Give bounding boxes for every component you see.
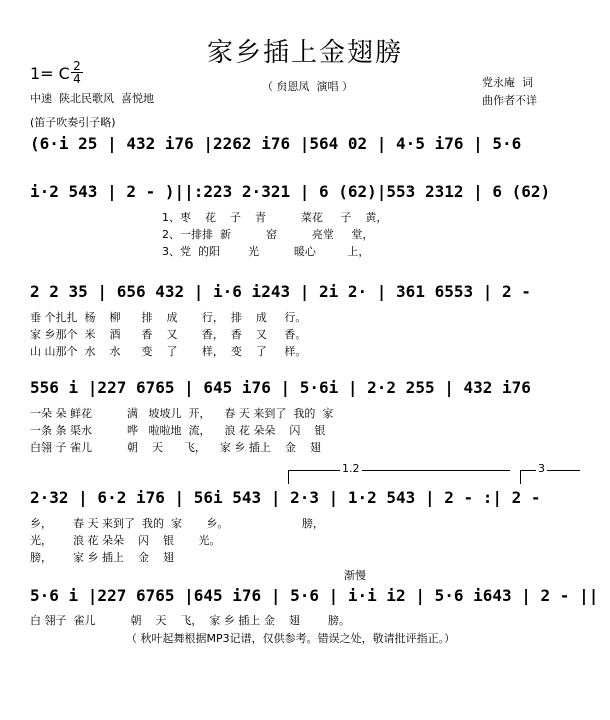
key-signature: 1= C — [30, 64, 70, 83]
notation-row-3: 2 2 35 | 656 432 | i·6 i243 | 2i 2· | 361 6553 | 2 - — [30, 282, 531, 301]
lyric-row2-verse2: 2、一排排 新 窑 亮堂 堂， — [162, 228, 374, 241]
lyric-row4-verse3: 白翎 子 雀儿 朝 天 飞， 家 乡 插上 金 翅 — [30, 441, 321, 454]
slow-marking: 渐慢 — [344, 569, 366, 582]
singer-credit: （ 贠恩凤 演唱 ） — [262, 80, 353, 93]
volta-1-start — [288, 470, 289, 484]
notation-row-4: 556 i |227 6765 | 645 i76 | 5·6i | 2·2 255 | 432 i76 — [30, 378, 531, 397]
notation-row-5: 2·32 | 6·2 i76 | 56i 543 | 2·3 | 1·2 543 | 2 - :| 2 - — [30, 488, 541, 507]
lyricist-credit: 党永庵 词 — [482, 76, 533, 89]
time-signature — [71, 60, 83, 85]
lyric-row5-verse3: 膀， 家 乡 插上 金 翅 — [30, 551, 174, 564]
volta-1-label: 1.2 — [342, 462, 360, 475]
notation-row-6: 5·6 i |227 6765 |645 i76 | 5·6 | i·i i2 | 5·6 i643 | 2 - || — [30, 586, 599, 605]
lyric-row5-verse1: 乡， 春 天 来到了 我的 家 乡。 膀， — [30, 517, 324, 530]
tempo-marking: 中速 陕北民歌风 喜悦地 — [30, 92, 154, 105]
volta-2-start — [520, 470, 521, 484]
volta-2-label: 3 — [538, 462, 545, 475]
lyric-row3-verse1: 垂 个扎扎 杨 柳 排 成 行， 排 成 行。 — [30, 311, 307, 324]
lyric-row4-verse1: 一朵 朵 鲜花 满 坡坡儿 开， 春 天 来到了 我的 家 — [30, 407, 334, 420]
intro-note: (笛子吹奏引子略) — [30, 116, 116, 129]
lyric-row4-verse2: 一条 条 渠水 哗 啦啦地 流， 浪 花 朵朵 闪 银 — [30, 424, 326, 437]
composer-credit: 曲作者不详 — [482, 94, 537, 107]
lyric-row2-verse3: 3、党 的阳 光 暖心 上， — [162, 245, 370, 258]
lyric-row6: 白 翎子 雀儿 朝 天 飞， 家 乡 插上 金 翅 膀。 — [30, 614, 350, 627]
notation-row-2: i·2 543 | 2 - )||:223 2·321 | 6 (62)|553 2312 | 6 (62) — [30, 182, 551, 201]
lyric-row5-verse2: 光， 浪 花 朵朵 闪 银 光。 — [30, 534, 221, 547]
volta-1-bracket — [288, 470, 510, 471]
notation-row-1: (6·i 25 | 432 i76 |2262 i76 |564 02 | 4·5 i76 | 5·6 — [30, 134, 522, 153]
page-title: 家乡插上金翅膀 — [206, 38, 403, 68]
time-signature-top: 2 — [73, 59, 81, 73]
lyric-row3-verse3: 山 山那个 水 水 变 了 样， 变 了 样。 — [30, 345, 307, 358]
time-signature-bottom: 4 — [71, 72, 83, 85]
lyric-row2-verse1: 1、枣 花 子 青 菜花 子 黄， — [162, 211, 388, 224]
volta-2-bracket — [520, 470, 580, 471]
lyric-row3-verse2: 家 乡那个 米 酒 香 又 香， 香 又 香。 — [30, 328, 307, 341]
transcriber-note: （ 秋叶起舞根据MP3记谱，仅供参考。错误之处，敬请批评指正。） — [126, 632, 456, 645]
